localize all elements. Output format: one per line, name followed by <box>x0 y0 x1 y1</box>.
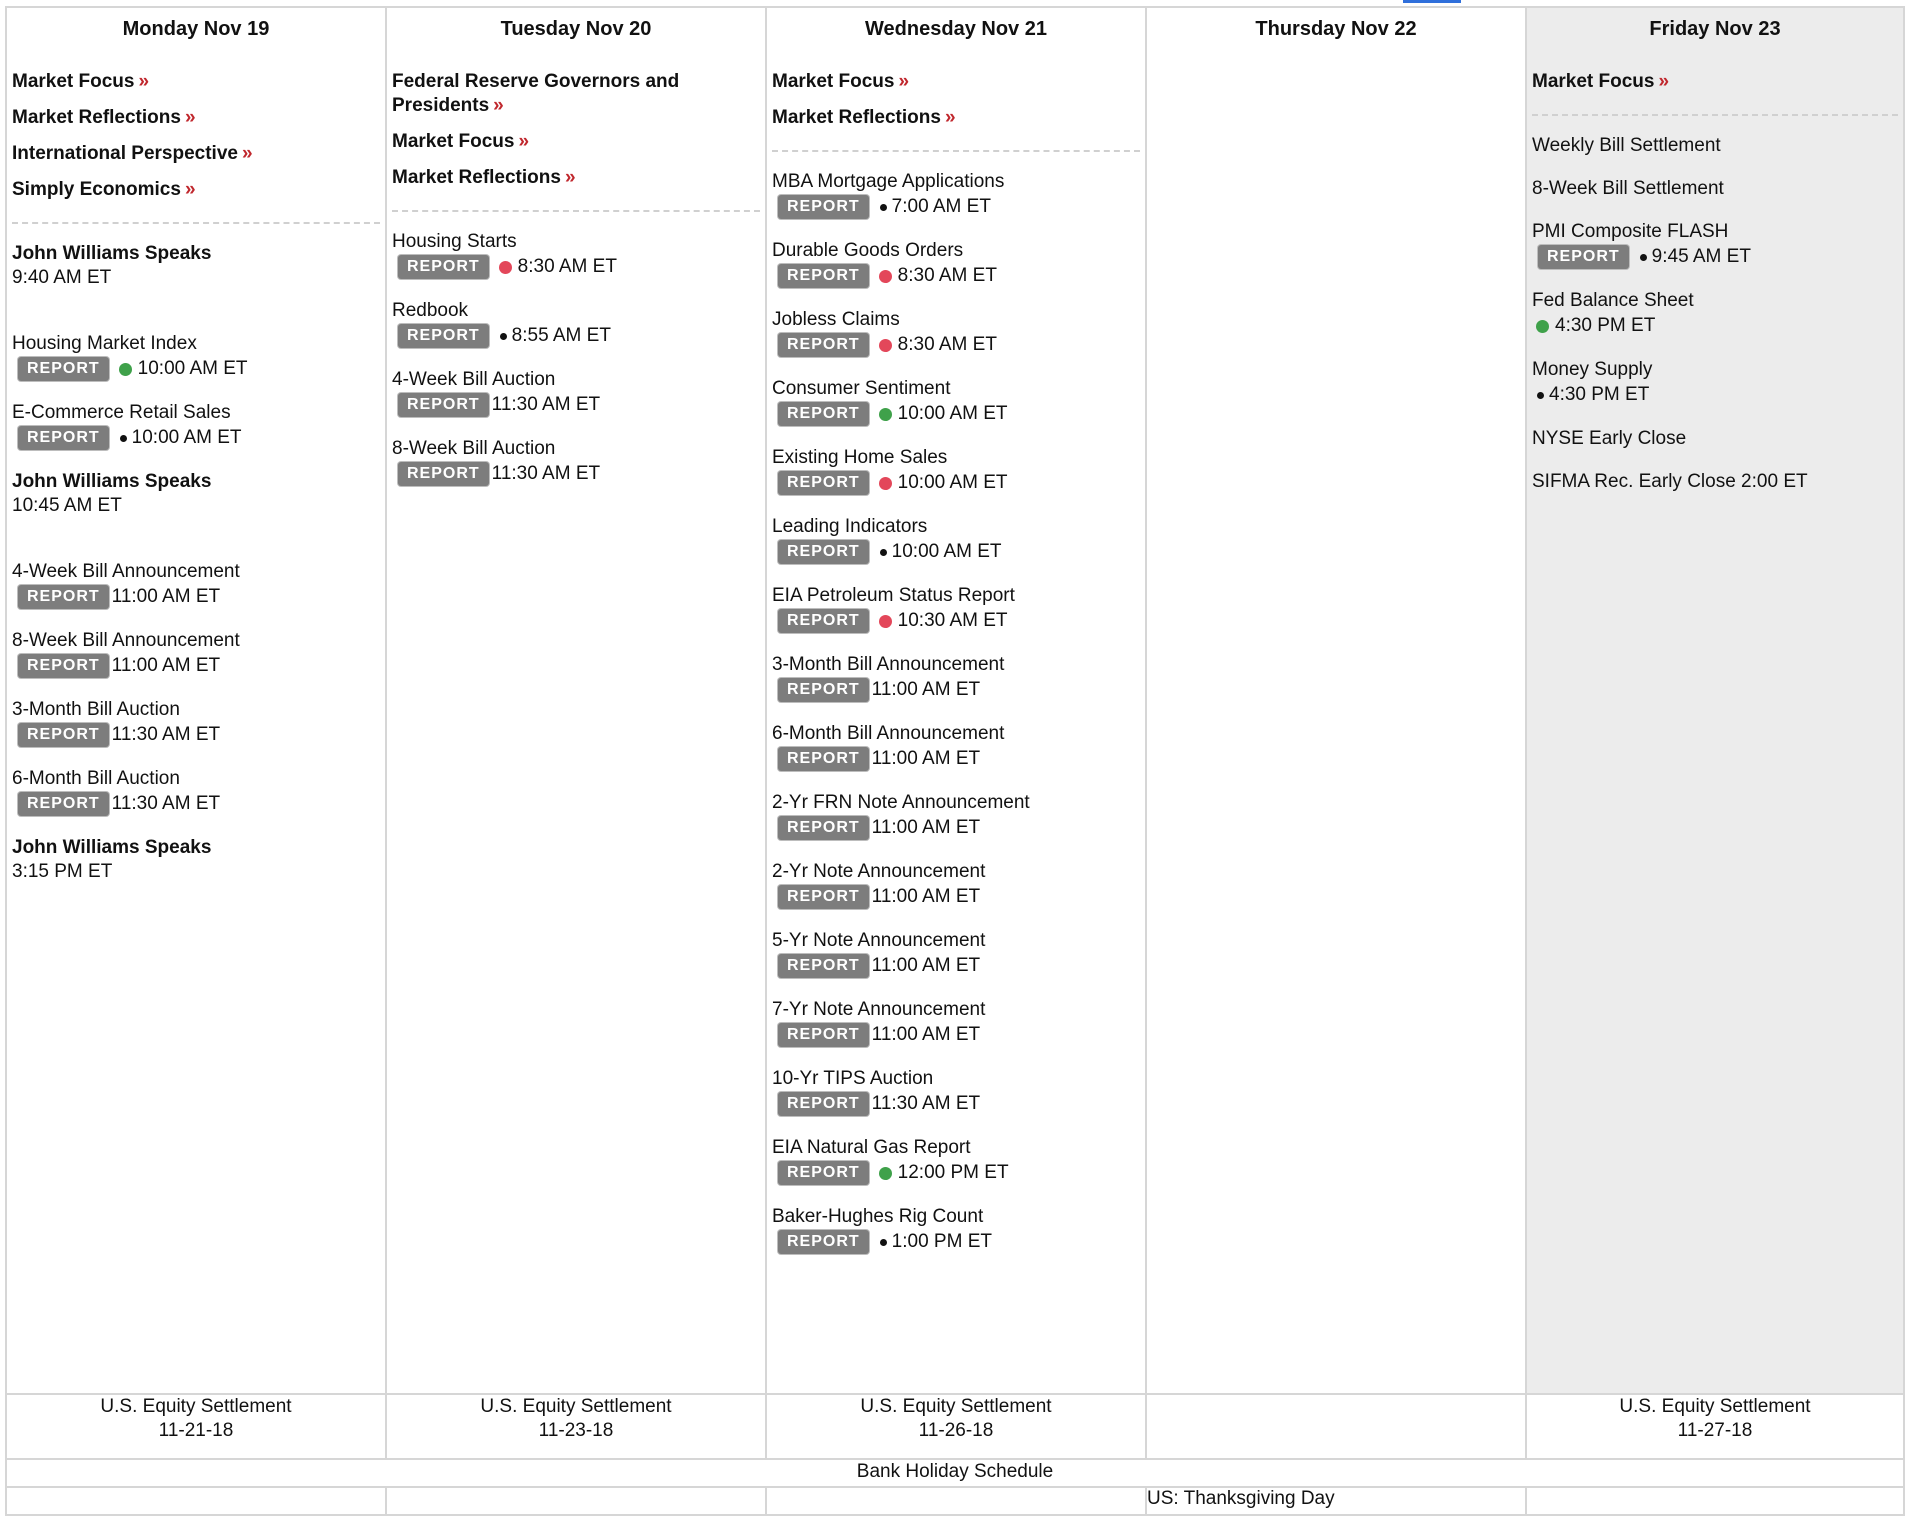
day-columns-row <box>6 7 1904 1394</box>
event-meta <box>772 539 1140 565</box>
report-button[interactable]: REPORT <box>778 885 869 909</box>
event-name: 8-Week Bill Auction <box>392 438 556 459</box>
double-chevron-right-icon: » <box>184 179 196 200</box>
day-header: Friday Nov 23 <box>1649 18 1781 40</box>
importance-dot-icon <box>879 270 892 283</box>
report-button[interactable]: REPORT <box>778 678 869 702</box>
event-item <box>1532 358 1898 408</box>
event-time: 11:30 AM ET <box>491 463 601 484</box>
commentary-link[interactable] <box>12 106 380 130</box>
commentary-link[interactable] <box>1532 70 1898 94</box>
event-meta <box>772 1091 1140 1117</box>
event-time: 10:30 AM ET <box>897 610 1008 631</box>
day-column-monday <box>6 7 386 1394</box>
dashed-divider <box>12 222 380 224</box>
event-name[interactable]: John Williams Speaks <box>12 471 212 492</box>
event-name: 4-Week Bill Auction <box>392 369 556 390</box>
event-item <box>772 653 1140 703</box>
event-item <box>772 239 1140 289</box>
day-content <box>767 70 1145 1255</box>
event-item <box>772 929 1140 979</box>
event-meta <box>772 263 1140 289</box>
event-meta <box>12 722 380 748</box>
commentary-links <box>1532 70 1898 94</box>
event-name: Housing Starts <box>392 231 517 252</box>
event-meta <box>772 953 1140 979</box>
day-header: Thursday Nov 22 <box>1255 18 1417 40</box>
event-item <box>12 401 380 451</box>
event-meta <box>772 746 1140 772</box>
event-meta <box>772 332 1140 358</box>
event-item <box>1532 470 1898 494</box>
event-item <box>772 1067 1140 1117</box>
double-chevron-right-icon: » <box>184 107 196 128</box>
event-meta <box>772 470 1140 496</box>
commentary-link-label: Market Focus <box>772 71 895 92</box>
report-button[interactable]: REPORT <box>18 357 109 381</box>
report-button[interactable]: REPORT <box>18 426 109 450</box>
commentary-link-label: Federal Reserve Governors and Presidents <box>392 71 680 116</box>
dashed-divider <box>392 210 760 212</box>
bank-holiday-header-row <box>6 1459 1904 1487</box>
holiday-cell-tuesday <box>386 1487 766 1515</box>
economic-calendar-table <box>5 6 1905 1516</box>
event-name: Existing Home Sales <box>772 447 948 468</box>
event-item <box>1532 177 1898 201</box>
bullet-icon <box>880 549 887 556</box>
event-name: Redbook <box>392 300 469 321</box>
event-time: 10:45 AM ET <box>12 495 122 516</box>
report-button[interactable]: REPORT <box>398 393 489 417</box>
event-meta <box>772 677 1140 703</box>
event-time: 10:00 AM ET <box>891 541 1002 562</box>
event-meta <box>12 791 380 817</box>
event-name: 7-Yr Note Announcement <box>772 999 986 1020</box>
event-item <box>772 308 1140 358</box>
report-button[interactable]: REPORT <box>778 609 869 633</box>
event-time: 9:45 AM ET <box>1651 246 1751 267</box>
event-item <box>772 791 1140 841</box>
bullet-icon <box>1537 392 1544 399</box>
commentary-link-label: Simply Economics <box>12 179 181 200</box>
event-time: 3:15 PM ET <box>12 861 113 882</box>
double-chevron-right-icon: » <box>518 131 530 152</box>
event-meta <box>392 323 760 349</box>
commentary-links <box>772 70 1140 130</box>
event-meta <box>1532 244 1898 270</box>
double-chevron-right-icon: » <box>564 167 576 188</box>
event-meta <box>12 425 380 451</box>
report-button[interactable]: REPORT <box>398 255 489 279</box>
report-button[interactable]: REPORT <box>778 1092 869 1116</box>
event-meta <box>772 884 1140 910</box>
event-time: 8:30 AM ET <box>517 256 617 277</box>
event-name: Durable Goods Orders <box>772 240 964 261</box>
bullet-icon <box>880 204 887 211</box>
bullet-icon <box>1640 254 1647 261</box>
event-meta <box>392 254 760 280</box>
day-column-thursday <box>1146 7 1526 1394</box>
event-name: Housing Market Index <box>12 333 197 354</box>
commentary-link-label: Market Reflections <box>392 167 561 188</box>
holiday-cell-monday <box>6 1487 386 1515</box>
report-button[interactable]: REPORT <box>778 1023 869 1047</box>
event-time: 7:00 AM ET <box>891 196 991 217</box>
event-name: 5-Yr Note Announcement <box>772 930 986 951</box>
commentary-link-label: Market Focus <box>12 71 135 92</box>
event-time: 8:30 AM ET <box>897 265 997 286</box>
event-item <box>772 998 1140 1048</box>
day-column-wednesday <box>766 7 1146 1394</box>
day-header: Monday Nov 19 <box>122 18 270 40</box>
event-meta <box>772 1229 1140 1255</box>
report-button[interactable]: REPORT <box>778 264 869 288</box>
event-meta <box>12 356 380 382</box>
event-time: 12:00 PM ET <box>897 1162 1009 1183</box>
event-time: 10:00 AM ET <box>137 358 248 379</box>
event-time: 9:40 AM ET <box>12 267 112 288</box>
day-column-friday <box>1526 7 1904 1394</box>
report-button[interactable]: REPORT <box>778 471 869 495</box>
event-time: 11:30 AM ET <box>871 1093 981 1114</box>
event-meta <box>772 1022 1140 1048</box>
event-name: 8-Week Bill Settlement <box>1532 178 1724 199</box>
event-time: 11:00 AM ET <box>871 886 981 907</box>
event-time: 11:00 AM ET <box>871 679 981 700</box>
double-chevron-right-icon: » <box>241 143 253 164</box>
event-item <box>12 698 380 748</box>
event-time: 11:30 AM ET <box>111 724 221 745</box>
double-chevron-right-icon: » <box>493 95 504 116</box>
report-button[interactable]: REPORT <box>398 324 489 348</box>
day-header: Wednesday Nov 21 <box>865 18 1047 40</box>
commentary-link-label: Market Focus <box>392 131 515 152</box>
commentary-link[interactable] <box>392 130 760 154</box>
event-time: 11:00 AM ET <box>871 1024 981 1045</box>
top-scroll-indicator <box>1403 0 1461 3</box>
bullet-icon <box>880 1239 887 1246</box>
event-name: SIFMA Rec. Early Close 2:00 ET <box>1532 471 1808 492</box>
day-content <box>7 70 385 884</box>
settlement-cell-friday: U.S. Equity Settlement 11-27-18 <box>1526 1394 1904 1459</box>
day-column-tuesday <box>386 7 766 1394</box>
event-item <box>1532 289 1898 339</box>
report-button[interactable]: REPORT <box>778 402 869 426</box>
event-item <box>772 584 1140 634</box>
event-item <box>392 368 760 418</box>
event-name: EIA Petroleum Status Report <box>772 585 1015 606</box>
event-time: 1:00 PM ET <box>891 1231 992 1252</box>
event-name: Fed Balance Sheet <box>1532 290 1694 311</box>
double-chevron-right-icon: » <box>898 71 910 92</box>
report-button[interactable]: REPORT <box>1538 245 1629 269</box>
event-item <box>12 332 380 382</box>
event-name: E-Commerce Retail Sales <box>12 402 231 423</box>
event-item <box>12 767 380 817</box>
event-time: 10:00 AM ET <box>131 427 242 448</box>
report-button[interactable]: REPORT <box>18 792 109 816</box>
event-item <box>392 230 760 280</box>
event-time: 11:30 AM ET <box>491 394 601 415</box>
event-item <box>12 560 380 610</box>
importance-dot-icon <box>879 477 892 490</box>
event-name: 6-Month Bill Auction <box>12 768 180 789</box>
importance-dot-icon <box>879 408 892 421</box>
event-item <box>392 299 760 349</box>
report-button[interactable]: REPORT <box>778 540 869 564</box>
event-time: 4:30 PM ET <box>1555 315 1656 336</box>
event-name: 6-Month Bill Announcement <box>772 723 1005 744</box>
report-button[interactable]: REPORT <box>18 585 109 609</box>
event-item <box>12 629 380 679</box>
event-time: 11:00 AM ET <box>871 817 981 838</box>
settlement-row <box>6 1394 1904 1459</box>
importance-dot-icon <box>879 1167 892 1180</box>
event-item <box>392 437 760 487</box>
report-button[interactable]: REPORT <box>18 723 109 747</box>
event-meta <box>772 1160 1140 1186</box>
event-name[interactable]: John Williams Speaks <box>12 243 212 264</box>
settlement-cell-wednesday: U.S. Equity Settlement 11-26-18 <box>766 1394 1146 1459</box>
event-name: Leading Indicators <box>772 516 928 537</box>
bank-holiday-schedule-label: Bank Holiday Schedule <box>6 1459 1904 1487</box>
event-name: 8-Week Bill Announcement <box>12 630 240 651</box>
commentary-link[interactable] <box>12 70 380 94</box>
event-meta <box>772 401 1140 427</box>
commentary-link[interactable] <box>12 142 380 166</box>
commentary-link[interactable] <box>392 166 760 190</box>
event-time: 11:00 AM ET <box>111 655 221 676</box>
event-item <box>1532 134 1898 158</box>
event-name: NYSE Early Close <box>1532 428 1687 449</box>
event-name: 3-Month Bill Auction <box>12 699 180 720</box>
event-time: 11:00 AM ET <box>871 955 981 976</box>
event-name: Jobless Claims <box>772 309 900 330</box>
report-button[interactable]: REPORT <box>778 747 869 771</box>
event-meta <box>392 392 760 418</box>
importance-dot-icon <box>1536 320 1549 333</box>
event-meta <box>12 653 380 679</box>
holiday-cell-thursday: US: Thanksgiving Day <box>1146 1487 1526 1515</box>
event-time: 11:00 AM ET <box>111 586 221 607</box>
commentary-links <box>12 70 380 202</box>
commentary-link[interactable] <box>12 178 380 202</box>
event-item <box>12 836 380 884</box>
bullet-icon <box>500 333 507 340</box>
holiday-cell-wednesday <box>766 1487 1146 1515</box>
commentary-link-label: Market Reflections <box>772 107 941 128</box>
event-item <box>772 1136 1140 1186</box>
event-name: 4-Week Bill Announcement <box>12 561 240 582</box>
day-header: Tuesday Nov 20 <box>500 18 652 40</box>
settlement-cell-tuesday: U.S. Equity Settlement 11-23-18 <box>386 1394 766 1459</box>
event-item <box>12 470 380 518</box>
event-time: 10:00 AM ET <box>897 403 1008 424</box>
bank-holiday-row <box>6 1487 1904 1515</box>
event-item <box>772 446 1140 496</box>
report-button[interactable]: REPORT <box>18 654 109 678</box>
event-item <box>12 242 380 290</box>
commentary-link-label: Market Reflections <box>12 107 181 128</box>
importance-dot-icon <box>119 363 132 376</box>
commentary-link-label: Market Focus <box>1532 71 1655 92</box>
event-item <box>772 1205 1140 1255</box>
event-time: 4:30 PM ET <box>1549 384 1650 405</box>
commentary-links <box>392 70 760 190</box>
event-meta <box>1532 313 1898 339</box>
event-name: PMI Composite FLASH <box>1532 221 1729 242</box>
event-name: 3-Month Bill Announcement <box>772 654 1005 675</box>
importance-dot-icon <box>499 261 512 274</box>
event-name: Consumer Sentiment <box>772 378 951 399</box>
event-name: EIA Natural Gas Report <box>772 1137 971 1158</box>
day-content <box>387 70 765 487</box>
event-item <box>772 170 1140 220</box>
double-chevron-right-icon: » <box>138 71 150 92</box>
importance-dot-icon <box>879 615 892 628</box>
event-item <box>772 722 1140 772</box>
report-button[interactable]: REPORT <box>778 195 869 219</box>
report-button[interactable]: REPORT <box>778 1161 869 1185</box>
event-name: 2-Yr Note Announcement <box>772 861 986 882</box>
event-name: 2-Yr FRN Note Announcement <box>772 792 1030 813</box>
event-item <box>772 377 1140 427</box>
event-name: 10-Yr TIPS Auction <box>772 1068 934 1089</box>
event-meta <box>772 815 1140 841</box>
commentary-link[interactable] <box>392 70 760 118</box>
bullet-icon <box>120 435 127 442</box>
holiday-cell-friday <box>1526 1487 1904 1515</box>
commentary-link[interactable] <box>772 70 1140 94</box>
event-time: 8:55 AM ET <box>511 325 611 346</box>
commentary-link[interactable] <box>772 106 1140 130</box>
dashed-divider <box>1532 114 1898 116</box>
double-chevron-right-icon: » <box>1658 71 1670 92</box>
importance-dot-icon <box>879 339 892 352</box>
event-name: Baker-Hughes Rig Count <box>772 1206 984 1227</box>
event-item <box>1532 220 1898 270</box>
dashed-divider <box>772 150 1140 152</box>
report-button[interactable]: REPORT <box>778 1230 869 1254</box>
event-time: 11:30 AM ET <box>111 793 221 814</box>
event-time: 8:30 AM ET <box>897 334 997 355</box>
event-meta <box>772 194 1140 220</box>
event-time: 11:00 AM ET <box>871 748 981 769</box>
event-meta <box>772 608 1140 634</box>
report-button[interactable]: REPORT <box>778 333 869 357</box>
event-item <box>1532 427 1898 451</box>
settlement-cell-monday: U.S. Equity Settlement 11-21-18 <box>6 1394 386 1459</box>
day-content <box>1527 70 1903 494</box>
event-meta <box>12 584 380 610</box>
double-chevron-right-icon: » <box>944 107 956 128</box>
report-button[interactable]: REPORT <box>778 816 869 840</box>
commentary-link-label: International Perspective <box>12 143 238 164</box>
event-name: Money Supply <box>1532 359 1653 380</box>
event-time: 10:00 AM ET <box>897 472 1008 493</box>
event-meta <box>1532 382 1898 408</box>
report-button[interactable]: REPORT <box>778 954 869 978</box>
event-name: MBA Mortgage Applications <box>772 171 1005 192</box>
report-button[interactable]: REPORT <box>398 462 489 486</box>
event-name[interactable]: John Williams Speaks <box>12 837 212 858</box>
event-item <box>772 515 1140 565</box>
settlement-cell-thursday <box>1146 1394 1526 1459</box>
event-item <box>772 860 1140 910</box>
event-meta <box>392 461 760 487</box>
event-name: Weekly Bill Settlement <box>1532 135 1721 156</box>
